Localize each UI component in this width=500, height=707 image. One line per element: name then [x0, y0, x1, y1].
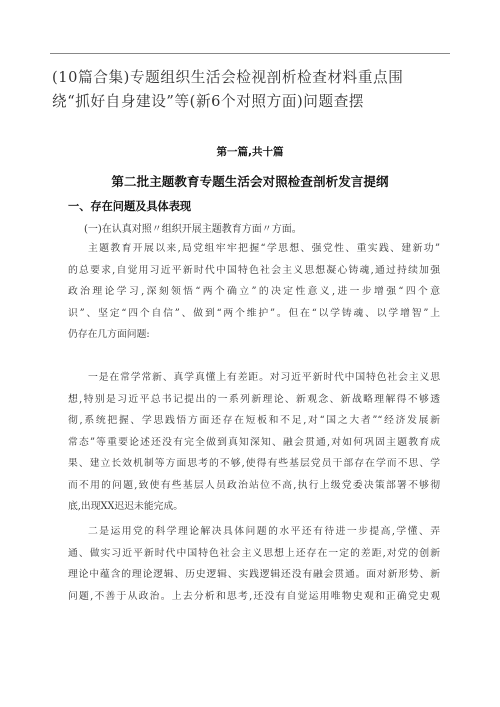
part-heading: 第一篇,共十篇: [216, 146, 284, 158]
paragraph-line: 理论中蕴含的理论逻辑、历史逻辑、实践逻辑还没有融会贯通。面对新形势、新: [68, 569, 440, 580]
paragraph-line: 的总要求,自觉用习近平新时代中国特色社会主义思想凝心铸魂,通过持续加强: [68, 264, 440, 276]
title-line-2: 绕“抓好自身建设”等(新6个对照方面)问题查摆: [52, 93, 365, 110]
paragraph-line: 仍存在几方面问题:: [68, 329, 150, 340]
paragraph-line: 政治理论学习,深刻领悟“两个确立”的决定性意义,进一步增强“四个意: [68, 286, 440, 297]
paragraph-line: 通、做实习近平新时代中国特色社会主义思想上还存在一定的差距,对党的创新: [68, 547, 440, 559]
subsection-heading: (一)在认真对照〃组织开展主题教育方面〃方面。: [84, 224, 302, 235]
paragraph-line: 想,特别是习近平总书记提出的一系列新理论、新观念、新战略理解得不够透: [68, 393, 440, 405]
paragraph-intro: [68, 238, 440, 346]
paragraph-line: 识”、坚定“四个自信”、做到“两个维护”。但在“以学铸魂、以学增智”上: [68, 307, 440, 319]
paragraph-issue-two: [68, 521, 440, 607]
document-title: [52, 66, 462, 114]
paragraph-issue-one: [68, 367, 440, 518]
header-rule: [50, 53, 450, 54]
speech-outline-title: 第二批主题教育专题生活会对照检查剖析发言提纲: [111, 174, 389, 189]
paragraph-line: 底,出现XX迟迟未能完成。: [68, 501, 184, 512]
paragraph-line: 一是在常学常新、真学真懂上有差距。对习近平新时代中国特色社会主义思: [88, 372, 440, 383]
paragraph-line: 而不用的问题,致使有些基层人员政治站位不高,执行上级党委决策部署不够彻: [68, 479, 440, 491]
paragraph-line: 彻,系统把握、学思践悟方面还存在短板和不足,对“国之大者”“经济发展新: [68, 415, 440, 426]
section-heading: 一、存在问题及具体表现: [68, 200, 192, 213]
title-line-1: (10篇合集)专题组织生活会检视剖析检查材料重点围: [52, 69, 404, 86]
paragraph-line: 主题教育开展以来,局党组牢牢把握“学思想、强党性、重实践、建新功”: [88, 243, 440, 254]
paragraph-line: 果、建立长效机制等方面思考的不够,使得有些基层党员干部存在学而不思、学: [68, 458, 440, 469]
paragraph-line: 问题,不善于从政治。上去分析和思考,还没有自觉运用唯物史观和正确党史观: [68, 590, 440, 602]
paragraph-line: 常态”等重要论述还没有完全做到真知深知、融会贯通,对如何巩固主题教育成: [68, 436, 440, 448]
paragraph-line: 二是运用党的科学理论解决具体问题的水平还有待进一步提高,学懂、弄: [88, 526, 440, 537]
